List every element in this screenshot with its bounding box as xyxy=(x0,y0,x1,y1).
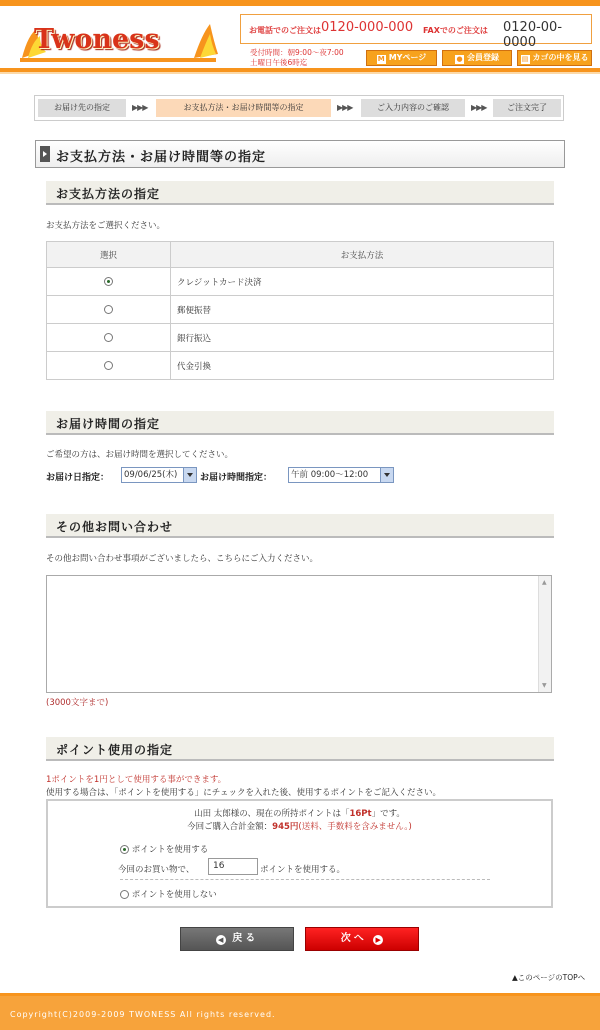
radio-credit-card[interactable] xyxy=(104,277,113,286)
business-hours xyxy=(250,48,344,68)
use-points-option[interactable] xyxy=(120,843,208,855)
use-points-label: ポイントを使用する xyxy=(131,845,209,855)
order-total-note: (送料、手数料を含みません。) xyxy=(298,822,412,832)
step-delivery-address: お届け先の指定 xyxy=(38,99,126,117)
step-complete: ご注文完了 xyxy=(493,99,561,117)
table-row xyxy=(47,268,554,296)
radio-bank-transfer[interactable] xyxy=(104,333,113,342)
mypage-icon: M xyxy=(377,55,385,63)
textarea-scrollbar[interactable] xyxy=(538,576,551,692)
method-name: 郵便振替 xyxy=(171,296,554,324)
register-label: 会員登録 xyxy=(467,53,499,62)
delivery-instruction: ご希望の方は、お届け時間を選択してください。 xyxy=(46,450,234,460)
title-arrow-icon xyxy=(40,146,50,162)
inquiry-instruction: その他お問い合わせ事項がございましたら、こちらにご入力ください。 xyxy=(46,554,319,564)
fax-number: 0120-00-0000 xyxy=(503,20,563,50)
points-balance-line xyxy=(48,807,551,819)
table-row xyxy=(47,296,554,324)
user-icon: ● xyxy=(456,55,463,63)
table-row xyxy=(47,324,554,352)
scroll-down-icon[interactable]: ▼ xyxy=(542,682,547,689)
back-to-top-link[interactable] xyxy=(512,972,585,983)
chevron-down-icon[interactable] xyxy=(380,468,393,482)
points-heading-text: ポイント使用の指定 xyxy=(56,743,174,757)
register-button[interactable] xyxy=(442,50,512,66)
header-divider-light xyxy=(0,72,600,74)
no-points-option[interactable] xyxy=(120,888,217,900)
cart-button[interactable] xyxy=(517,50,592,66)
delivery-date-value: 09/06/25(木) xyxy=(124,470,178,480)
inquiry-char-limit: (3000文字まで) xyxy=(46,698,109,708)
radio-no-points[interactable] xyxy=(120,890,129,899)
payment-instruction: お支払方法をご選択ください。 xyxy=(46,221,166,231)
mypage-button[interactable] xyxy=(366,50,437,66)
delivery-time-select[interactable] xyxy=(288,467,394,483)
arrow-up-icon: ▲ xyxy=(512,973,518,982)
logo-text[interactable]: Twoness xyxy=(34,24,160,55)
cart-icon: ▤ xyxy=(521,55,529,63)
site-footer xyxy=(0,993,600,1030)
points-note-1: 1ポイントを1円として使用する事ができます。 xyxy=(46,775,227,785)
scroll-up-icon[interactable]: ▲ xyxy=(542,579,547,586)
back-to-top-label: このページのTOPへ xyxy=(517,973,586,982)
use-points-input[interactable] xyxy=(208,858,258,875)
delivery-date-label: お届け日指定： xyxy=(46,473,110,483)
copyright: Copyright(C)2009-2009 TWONESS All rights reserved. xyxy=(10,1010,276,1019)
radio-postal-transfer[interactable] xyxy=(104,305,113,314)
tel-label: お電話でのご注文は xyxy=(249,26,321,35)
no-points-label: ポイントを使用しない xyxy=(131,890,217,900)
step-confirm: ご入力内容のご確認 xyxy=(361,99,465,117)
tel-number: 0120-000-000 xyxy=(321,20,414,35)
hours-line-1: 受付時間：朝9:00〜夜7:00 xyxy=(250,48,344,57)
table-row xyxy=(47,352,554,380)
delivery-time-label: お届け時間指定： xyxy=(200,473,273,483)
inquiry-textarea[interactable] xyxy=(46,575,552,693)
step-payment-delivery: お支払方法・お届け時間等の指定 xyxy=(156,99,331,117)
method-name: 銀行振込 xyxy=(171,324,554,352)
cart-label: カゴの中を見る xyxy=(532,53,589,62)
payment-section-heading xyxy=(46,181,554,205)
points-section-heading xyxy=(46,737,554,761)
arrow-right-icon: ▶ xyxy=(373,935,383,945)
page-title-bar xyxy=(35,140,565,168)
order-contact-box xyxy=(240,14,592,50)
order-total-value: 945円 xyxy=(272,822,299,832)
points-balance-post: 」です。 xyxy=(371,809,405,819)
delivery-section-heading xyxy=(46,411,554,435)
points-balance-value: 16Pt xyxy=(349,809,372,819)
payment-method-table xyxy=(46,241,554,380)
fax-label: FAXでのご注文は xyxy=(423,26,488,35)
page-title: お支払方法・お届け時間等の指定 xyxy=(56,150,267,165)
payment-heading-text: お支払方法の指定 xyxy=(56,187,161,201)
site-header xyxy=(0,6,600,68)
points-divider xyxy=(120,879,490,880)
use-points-post: ポイントを使用する。 xyxy=(260,865,346,875)
checkout-steps xyxy=(34,95,564,121)
radio-use-points[interactable] xyxy=(120,845,129,854)
chevron-down-icon[interactable] xyxy=(183,468,196,482)
radio-cash-on-delivery[interactable] xyxy=(104,361,113,370)
col-select-header: 選択 xyxy=(47,242,171,268)
mypage-label: MYページ xyxy=(388,53,427,62)
points-note-2: 使用する場合は、「ポイントを使用する」にチェックを入れた後、使用するポイントをご記入ください。 xyxy=(46,788,441,798)
step-arrow-icon: ▶▶▶ xyxy=(471,103,487,112)
next-label: 次へ xyxy=(340,933,367,944)
step-arrow-icon: ▶▶▶ xyxy=(132,103,148,112)
order-total-line xyxy=(48,820,551,832)
use-points-value: 16 xyxy=(213,861,225,871)
delivery-heading-text: お届け時間の指定 xyxy=(56,417,161,431)
hours-line-2: 土曜日午後6時迄 xyxy=(250,58,308,67)
delivery-date-select[interactable] xyxy=(121,467,197,483)
method-name: 代金引換 xyxy=(171,352,554,380)
next-button[interactable] xyxy=(305,927,419,951)
inquiry-heading-text: その他お問い合わせ xyxy=(56,520,174,534)
method-name: クレジットカード決済 xyxy=(171,268,554,296)
step-arrow-icon: ▶▶▶ xyxy=(337,103,353,112)
back-label: 戻る xyxy=(232,933,259,944)
delivery-time-value: 午前 09:00〜12:00 xyxy=(291,470,369,480)
points-balance-pre: 山田 太郎様の、現在の所持ポイントは「 xyxy=(194,809,350,819)
order-total-pre: 今回ご購入合計金額： xyxy=(187,822,273,832)
inquiry-section-heading xyxy=(46,514,554,538)
arrow-left-icon: ◀ xyxy=(216,935,226,945)
use-points-pre: 今回のお買い物で、 xyxy=(118,865,195,875)
back-button[interactable] xyxy=(180,927,294,951)
col-method-header: お支払方法 xyxy=(171,242,554,268)
